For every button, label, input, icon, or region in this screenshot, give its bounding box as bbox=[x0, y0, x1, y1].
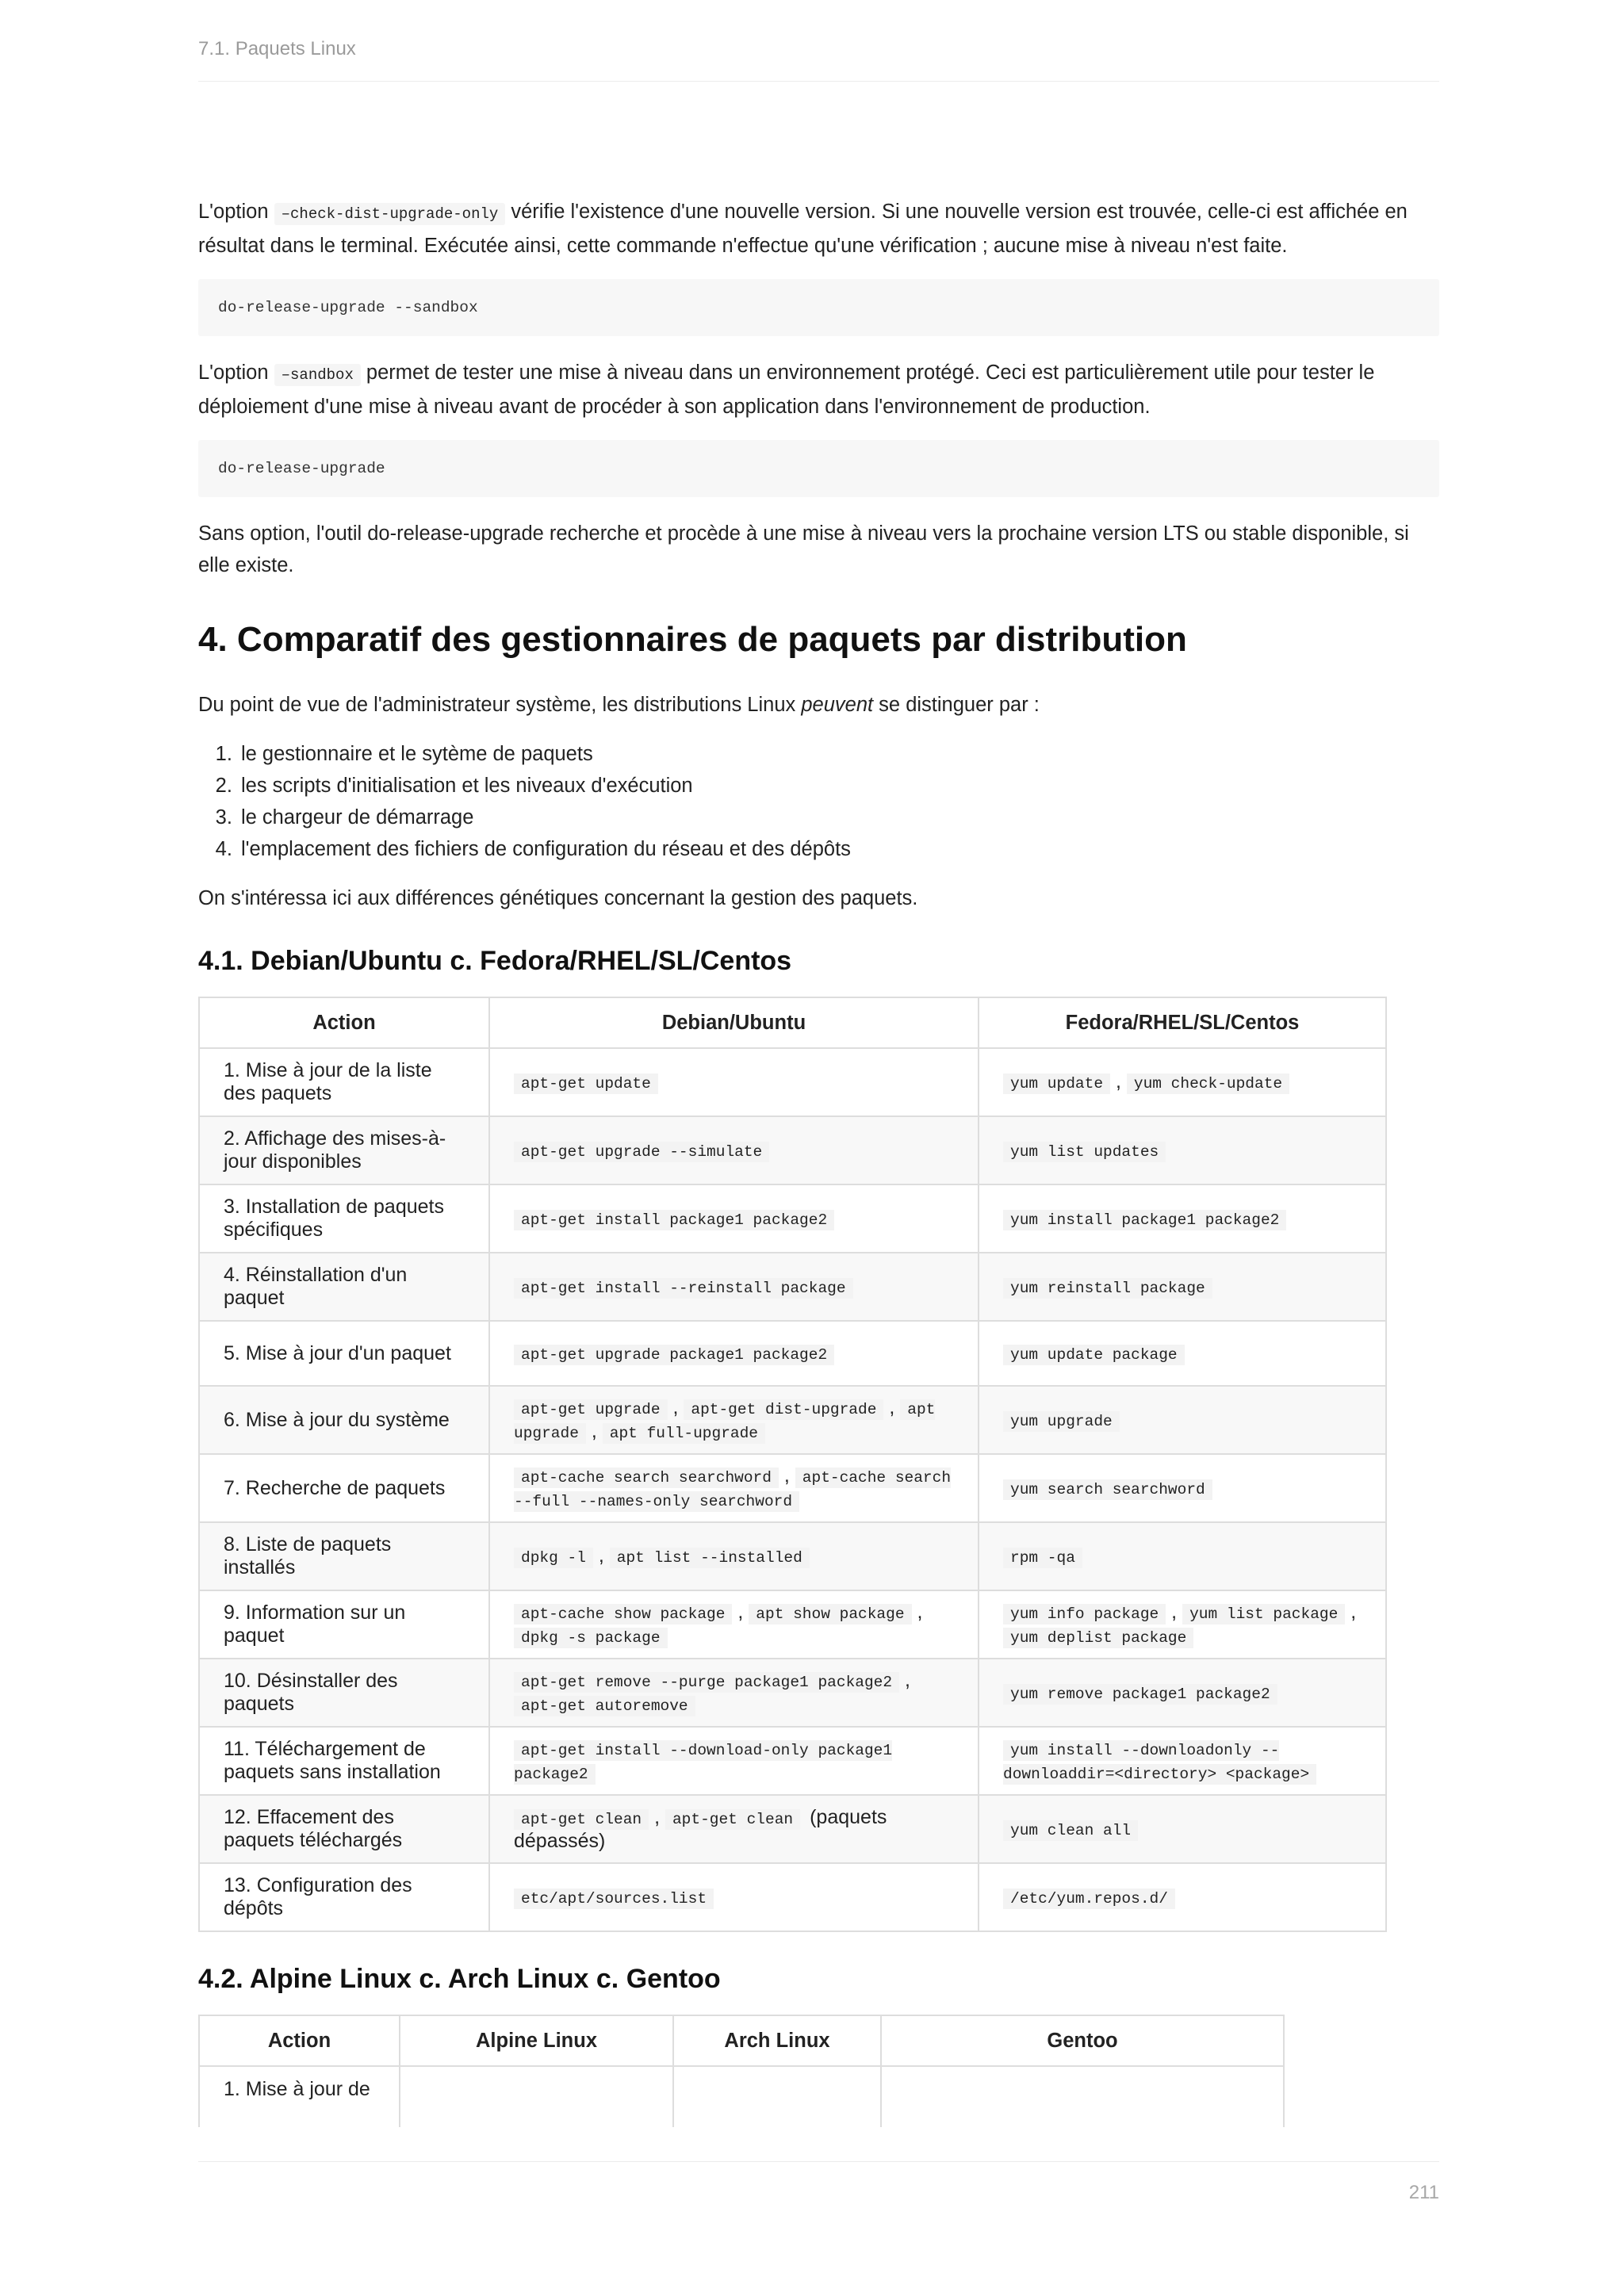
command-code: apt-cache show package bbox=[514, 1604, 732, 1624]
table-row bbox=[199, 1795, 1386, 1863]
inline-code: –sandbox bbox=[274, 364, 361, 386]
paragraph-check-dist: L'option –check-dist-upgrade-only vérifie l'existence d'une nouvelle version. Si une nouvelle version est trouvée, celle-ci est affichée en résultat dans le terminal. Exécutée ainsi, cette commande n'effectue qu'une vérification ; aucune mise à niveau n'est faite. bbox=[198, 201, 1408, 257]
debian-cell bbox=[489, 1321, 979, 1386]
running-header: 7.1. Paquets Linux bbox=[198, 38, 356, 59]
action-cell: 3. Installation de paquets spécifiques bbox=[199, 1184, 489, 1253]
debian-cell: apt-get clean , apt-get clean (paquets dépassés) bbox=[489, 1795, 979, 1863]
command-code: yum list package bbox=[1182, 1604, 1345, 1624]
command-code: yum search searchword bbox=[1003, 1479, 1212, 1500]
fedora-cell bbox=[979, 1253, 1386, 1321]
table-row bbox=[199, 1184, 1386, 1253]
command-code: yum deplist package bbox=[1003, 1628, 1193, 1648]
list-item: 1. le gestionnaire et le sytème de paquets bbox=[238, 738, 1439, 770]
column-header: Action bbox=[199, 2015, 400, 2066]
command-code: apt-get autoremove bbox=[514, 1696, 695, 1716]
fedora-cell: yum info package , yum list package , yum deplist package bbox=[979, 1590, 1386, 1659]
debian-cell bbox=[489, 1253, 979, 1321]
code-block-upgrade: do-release-upgrade bbox=[198, 440, 1439, 497]
paragraph-no-option: Sans option, l'outil do-release-upgrade recherche et procède à une mise à niveau vers la prochaine version LTS ou stable disponible, si elle existe. bbox=[198, 522, 1409, 576]
command-code: apt upgrade bbox=[514, 1401, 936, 1442]
command-code: apt-get remove --purge package1 package2 bbox=[514, 1672, 899, 1693]
debian-cell bbox=[489, 1727, 979, 1795]
column-header: Fedora/RHEL/SL/Centos bbox=[979, 997, 1386, 1048]
comparison-table-alpine-arch-gentoo bbox=[198, 2015, 1285, 2127]
comparison-table-debian-fedora bbox=[198, 997, 1387, 1932]
code-block-sandbox: do-release-upgrade --sandbox bbox=[198, 279, 1439, 336]
fedora-cell bbox=[979, 1321, 1386, 1386]
command-code: yum clean all bbox=[1003, 1820, 1138, 1841]
command-code: yum install package1 package2 bbox=[1003, 1210, 1286, 1230]
footer-divider bbox=[198, 2161, 1439, 2162]
inline-code: –check-dist-upgrade-only bbox=[274, 203, 506, 225]
content bbox=[198, 196, 1439, 2127]
command-code: apt-get upgrade bbox=[514, 1399, 668, 1420]
gentoo-cell bbox=[881, 2066, 1284, 2127]
command-code: /etc/yum.repos.d/ bbox=[1003, 1888, 1175, 1909]
list-item: 4. l'emplacement des fichiers de configuration du réseau et des dépôts bbox=[238, 833, 1439, 865]
debian-cell: dpkg -l , apt list --installed bbox=[489, 1522, 979, 1590]
action-cell: 13. Configuration des dépôts bbox=[199, 1863, 489, 1931]
table-row bbox=[199, 1727, 1386, 1795]
command-code: apt-cache search --full --names-only searchword bbox=[514, 1469, 952, 1510]
command-code: yum update bbox=[1003, 1073, 1110, 1094]
debian-cell bbox=[489, 1863, 979, 1931]
command-code: apt-get install package1 package2 bbox=[514, 1210, 834, 1230]
action-cell: 4. Réinstallation d'un paquet bbox=[199, 1253, 489, 1321]
table-clip bbox=[198, 2015, 1439, 2127]
column-header: Action bbox=[199, 997, 489, 1048]
page-number: 211 bbox=[1408, 2182, 1439, 2203]
command-code: apt-get install --reinstall package bbox=[514, 1278, 853, 1299]
command-code: rpm -qa bbox=[1003, 1548, 1082, 1568]
table-row bbox=[199, 1590, 1386, 1659]
command-code: yum remove package1 package2 bbox=[1003, 1684, 1277, 1705]
debian-cell: apt-get upgrade , apt-get dist-upgrade , apt upgrade , apt full-upgrade bbox=[489, 1386, 979, 1454]
column-header: Arch Linux bbox=[673, 2015, 881, 2066]
table-row bbox=[199, 1386, 1386, 1454]
command-code: apt-get clean bbox=[514, 1809, 649, 1830]
action-cell: 11. Téléchargement de paquets sans installation bbox=[199, 1727, 489, 1795]
table-row bbox=[199, 1253, 1386, 1321]
command-code: yum list updates bbox=[1003, 1142, 1166, 1162]
debian-cell: apt-get remove --purge package1 package2 , apt-get autoremove bbox=[489, 1659, 979, 1727]
command-code: dpkg -s package bbox=[514, 1628, 668, 1648]
action-cell: 10. Désinstaller des paquets bbox=[199, 1659, 489, 1727]
paragraph-sandbox: L'option –sandbox permet de tester une mise à niveau dans un environnement protégé. Ceci est particulièrement utile pour tester le déploiement d'une mise à niveau avant de procéder à son application dans l'environnement de production. bbox=[198, 362, 1375, 418]
action-cell: 5. Mise à jour d'un paquet bbox=[199, 1321, 489, 1386]
action-cell: 6. Mise à jour du système bbox=[199, 1386, 489, 1454]
fedora-cell bbox=[979, 1795, 1386, 1863]
command-code: yum install --downloadonly --downloaddir=<directory> <package> bbox=[1003, 1740, 1316, 1785]
arch-cell bbox=[673, 2066, 881, 2127]
command-code: yum check-update bbox=[1127, 1073, 1289, 1094]
action-cell: 12. Effacement des paquets téléchargés bbox=[199, 1795, 489, 1863]
command-code: apt-get dist-upgrade bbox=[684, 1399, 883, 1420]
command-code: apt-get upgrade package1 package2 bbox=[514, 1345, 834, 1365]
fedora-cell bbox=[979, 1863, 1386, 1931]
fedora-cell bbox=[979, 1454, 1386, 1522]
fedora-cell bbox=[979, 1727, 1386, 1795]
action-cell: 9. Information sur un paquet bbox=[199, 1590, 489, 1659]
section-4-intro: Du point de vue de l'administrateur système, les distributions Linux peuvent se distinguer par : bbox=[198, 694, 1040, 716]
command-code: apt-cache search searchword bbox=[514, 1468, 779, 1488]
fedora-cell bbox=[979, 1386, 1386, 1454]
action-cell: 1. Mise à jour de bbox=[199, 2066, 400, 2127]
section-42-title: 4.2. Alpine Linux c. Arch Linux c. Gentoo bbox=[198, 1964, 721, 1994]
command-code: apt-get update bbox=[514, 1073, 658, 1094]
table-row bbox=[199, 2066, 1284, 2127]
column-header: Gentoo bbox=[881, 2015, 1284, 2066]
debian-cell bbox=[489, 1116, 979, 1184]
action-cell: 7. Recherche de paquets bbox=[199, 1454, 489, 1522]
table-row bbox=[199, 1454, 1386, 1522]
action-cell: 1. Mise à jour de la liste des paquets bbox=[199, 1048, 489, 1116]
action-cell: 8. Liste de paquets installés bbox=[199, 1522, 489, 1590]
list-item: 2. les scripts d'initialisation et les niveaux d'exécution bbox=[238, 770, 1439, 802]
table-row bbox=[199, 1321, 1386, 1386]
command-code: etc/apt/sources.list bbox=[514, 1888, 714, 1909]
section-41-title: 4.1. Debian/Ubuntu c. Fedora/RHEL/SL/Centos bbox=[198, 946, 792, 976]
command-code: apt full-upgrade bbox=[603, 1423, 765, 1444]
debian-cell bbox=[489, 1048, 979, 1116]
fedora-cell bbox=[979, 1659, 1386, 1727]
alpine-cell bbox=[400, 2066, 673, 2127]
column-header: Alpine Linux bbox=[400, 2015, 673, 2066]
command-code: yum update package bbox=[1003, 1345, 1185, 1365]
table-row bbox=[199, 1116, 1386, 1184]
fedora-cell bbox=[979, 1116, 1386, 1184]
command-code: dpkg -l bbox=[514, 1548, 593, 1568]
debian-cell: apt-cache search searchword , apt-cache search --full --names-only searchword bbox=[489, 1454, 979, 1522]
debian-cell bbox=[489, 1184, 979, 1253]
fedora-cell bbox=[979, 1184, 1386, 1253]
section-4-title: 4. Comparatif des gestionnaires de paquets par distribution bbox=[198, 620, 1187, 659]
header-divider bbox=[198, 81, 1439, 82]
command-note: (paquets dépassés) bbox=[514, 1805, 887, 1852]
table-row bbox=[199, 1522, 1386, 1590]
table-row bbox=[199, 1048, 1386, 1116]
command-code: apt-get install --download-only package1 package2 bbox=[514, 1742, 893, 1783]
table-row bbox=[199, 1863, 1386, 1931]
command-code: yum upgrade bbox=[1003, 1411, 1120, 1432]
command-code: apt list --installed bbox=[610, 1548, 810, 1568]
action-cell: 2. Affichage des mises-à-jour disponibles bbox=[199, 1116, 489, 1184]
section-4-outro: On s'intéressa ici aux différences génétiques concernant la gestion des paquets. bbox=[198, 887, 918, 909]
fedora-cell bbox=[979, 1522, 1386, 1590]
command-code: apt-get upgrade --simulate bbox=[514, 1142, 769, 1162]
command-code: yum info package bbox=[1003, 1604, 1166, 1624]
debian-cell: apt-cache show package , apt show package , dpkg -s package bbox=[489, 1590, 979, 1659]
command-code: apt-get clean bbox=[665, 1809, 800, 1830]
distinction-list bbox=[198, 738, 1439, 865]
command-code: apt show package bbox=[749, 1604, 911, 1624]
list-item: 3. le chargeur de démarrage bbox=[238, 802, 1439, 833]
command-code: yum reinstall package bbox=[1003, 1278, 1212, 1299]
table-row bbox=[199, 1659, 1386, 1727]
fedora-cell: yum update , yum check-update bbox=[979, 1048, 1386, 1116]
column-header: Debian/Ubuntu bbox=[489, 997, 979, 1048]
